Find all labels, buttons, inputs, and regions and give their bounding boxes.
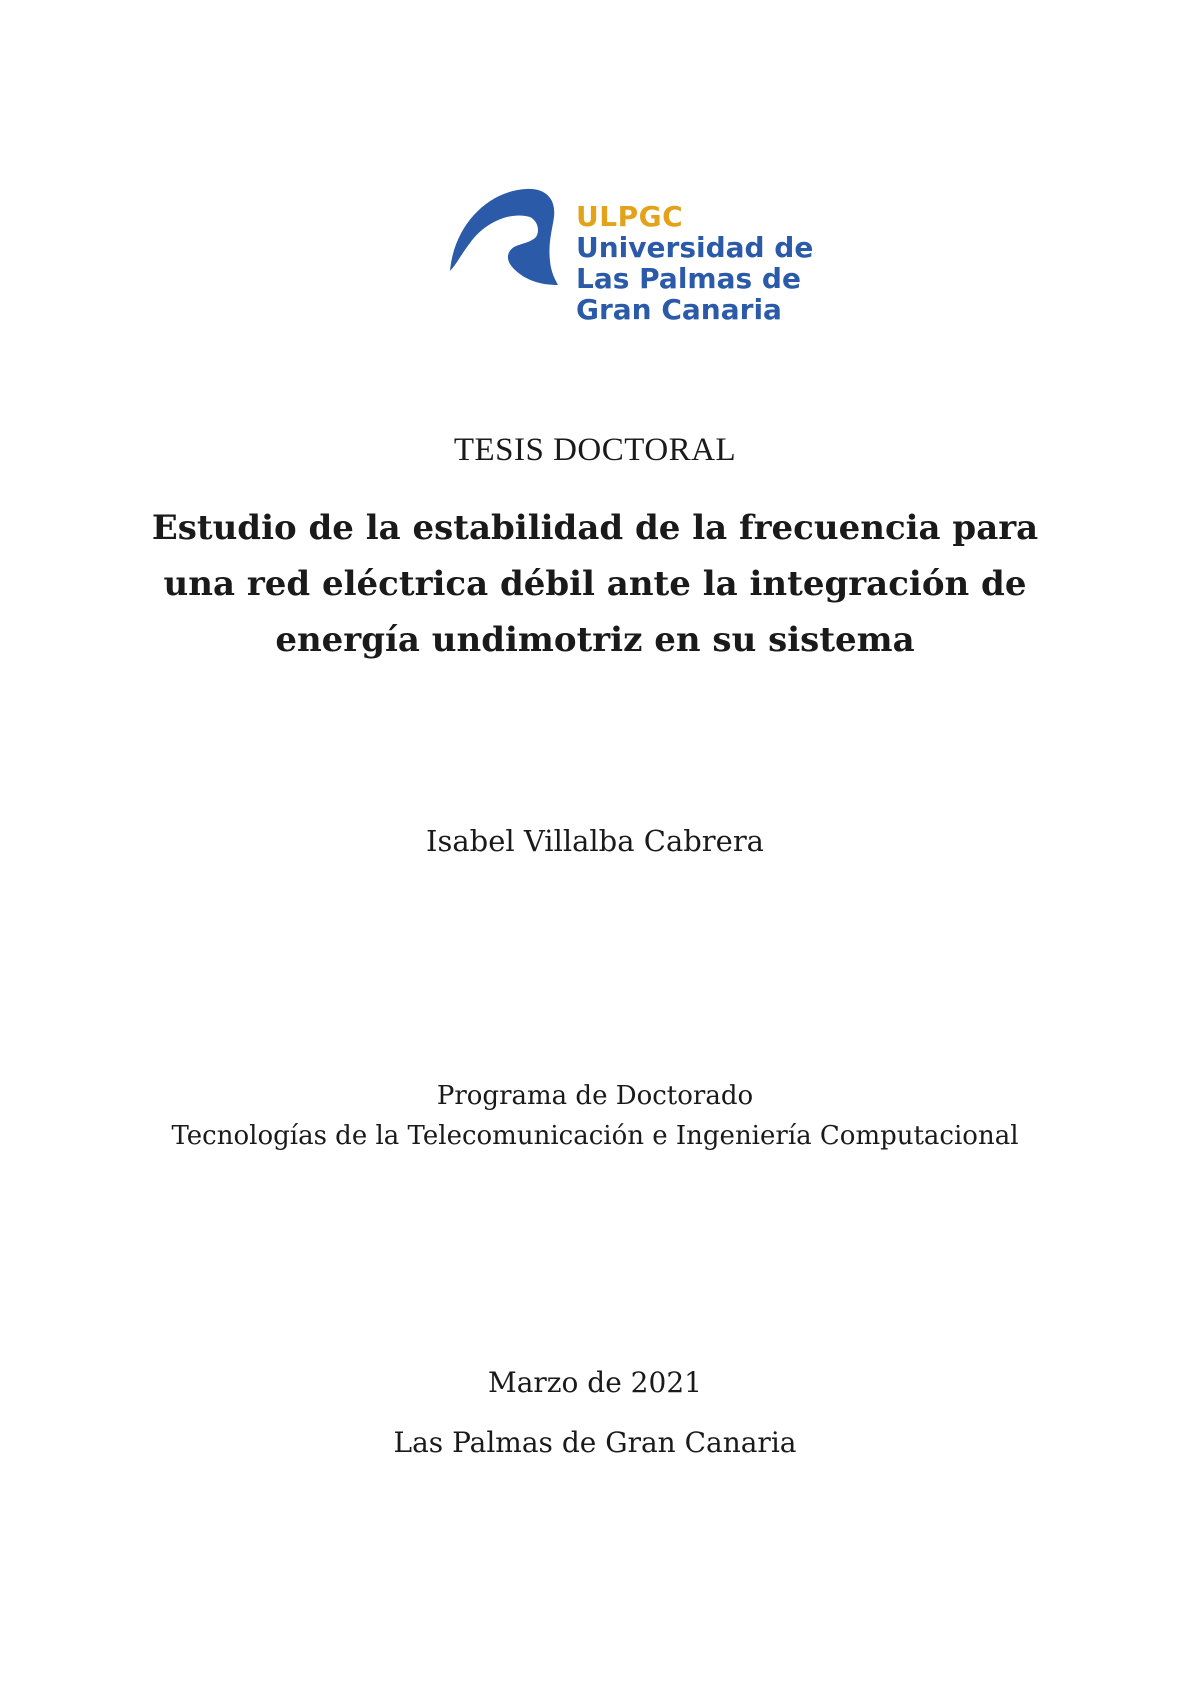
author-name: Isabel Villalba Cabrera [426, 824, 764, 858]
ulpgc-wave-icon [448, 185, 560, 287]
logo-wordmark [576, 201, 813, 325]
program-label: Programa de Doctorado [436, 1081, 754, 1111]
logo-acronym: ULPGC [576, 200, 684, 233]
logo-name-line: Universidad de [576, 231, 814, 264]
thesis-title [0, 500, 1190, 668]
doctoral-program [0, 1076, 1190, 1156]
logo-name-line: Las Palmas de [576, 262, 801, 295]
publication-date: Marzo de 2021 [488, 1366, 702, 1399]
logo-name-line: Gran Canaria [576, 293, 782, 326]
thesis-title-line: energía undimotriz en su sistema [275, 620, 915, 660]
document-kind: TESIS DOCTORAL [453, 432, 737, 468]
publication-place: Las Palmas de Gran Canaria [393, 1426, 797, 1459]
thesis-title-line: una red eléctrica débil ante la integración de [163, 564, 1027, 604]
university-logo [448, 185, 818, 335]
program-name: Tecnologías de la Telecomunicación e Ingeniería Computacional [171, 1121, 1019, 1151]
thesis-title-line: Estudio de la estabilidad de la frecuencia para [151, 508, 1039, 548]
